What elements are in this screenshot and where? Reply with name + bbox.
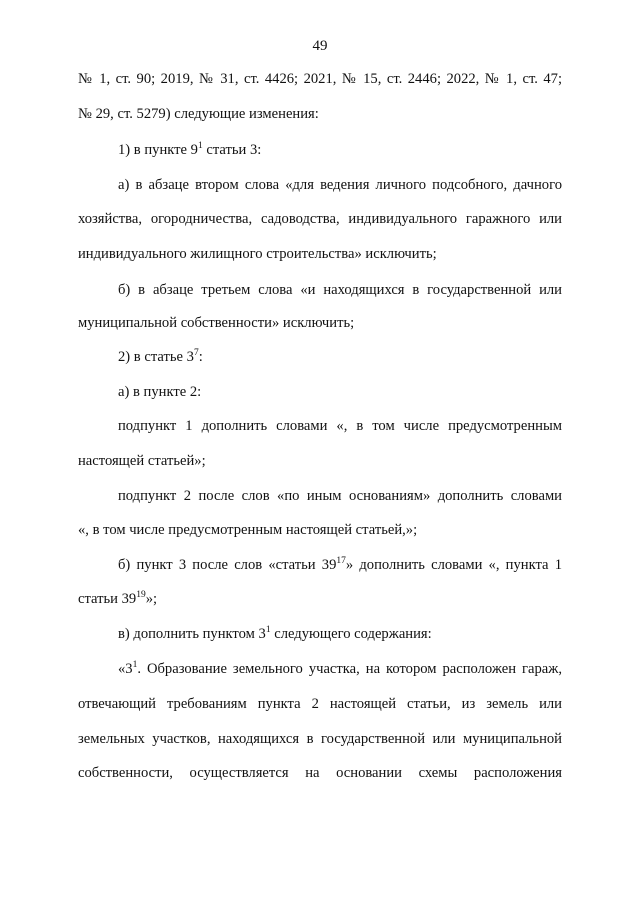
text-line: «$3^1$. Образование земельного участка, на котором расположен гараж, — [118, 660, 562, 677]
text-line: земельных участков, находящихся в государственной или муниципальной — [78, 731, 562, 747]
text-line: б) пункт 3 после слов «статьи $39^{17}$» дополнить словами «, пункта 1 — [118, 556, 563, 573]
text-line: хозяйства, огородничества, садоводства, индивидуального гаражного или — [78, 211, 562, 227]
text-line: «, в том числе предусмотренным настоящей статьей,»; — [78, 522, 418, 538]
text-line: № 29, ст. 5279) следующие изменения: — [78, 106, 319, 122]
text-line: статьи $39^{19}$»; — [78, 590, 158, 607]
text-line: собственности, осуществляется на основании схемы расположения — [78, 765, 562, 781]
text-line: б) в абзаце третьем слова «и находящихся в государственной или — [118, 282, 562, 298]
text-line: индивидуального жилищного строительства» исключить; — [78, 246, 437, 262]
text-line: отвечающий требованиям пункта 2 настоящей статьи, из земель или — [78, 696, 562, 712]
text-line: а) в абзаце втором слова «для ведения личного подсобного, дачного — [118, 177, 562, 193]
text-line: 2) в статье $3^7$: — [118, 348, 203, 365]
page-number: 49 — [312, 38, 328, 54]
text-line: подпункт 1 дополнить словами «, в том числе предусмотренным — [118, 418, 562, 434]
text-line: а) в пункте 2: — [118, 384, 202, 400]
text-line: № 1, ст. 90; 2019, № 31, ст. 4426; 2021, № 15, ст. 2446; 2022, № 1, ст. 47; — [78, 71, 562, 87]
text-line: муниципальной собственности» исключить; — [78, 315, 355, 331]
text-line: настоящей статьей»; — [78, 453, 206, 469]
text-line: в) дополнить пунктом $3^1$ следующего содержания: — [118, 625, 432, 642]
text-line: 1) в пункте $9^1$ статьи 3: — [118, 141, 262, 158]
text-line: подпункт 2 после слов «по иным основаниям» дополнить словами — [118, 488, 562, 504]
